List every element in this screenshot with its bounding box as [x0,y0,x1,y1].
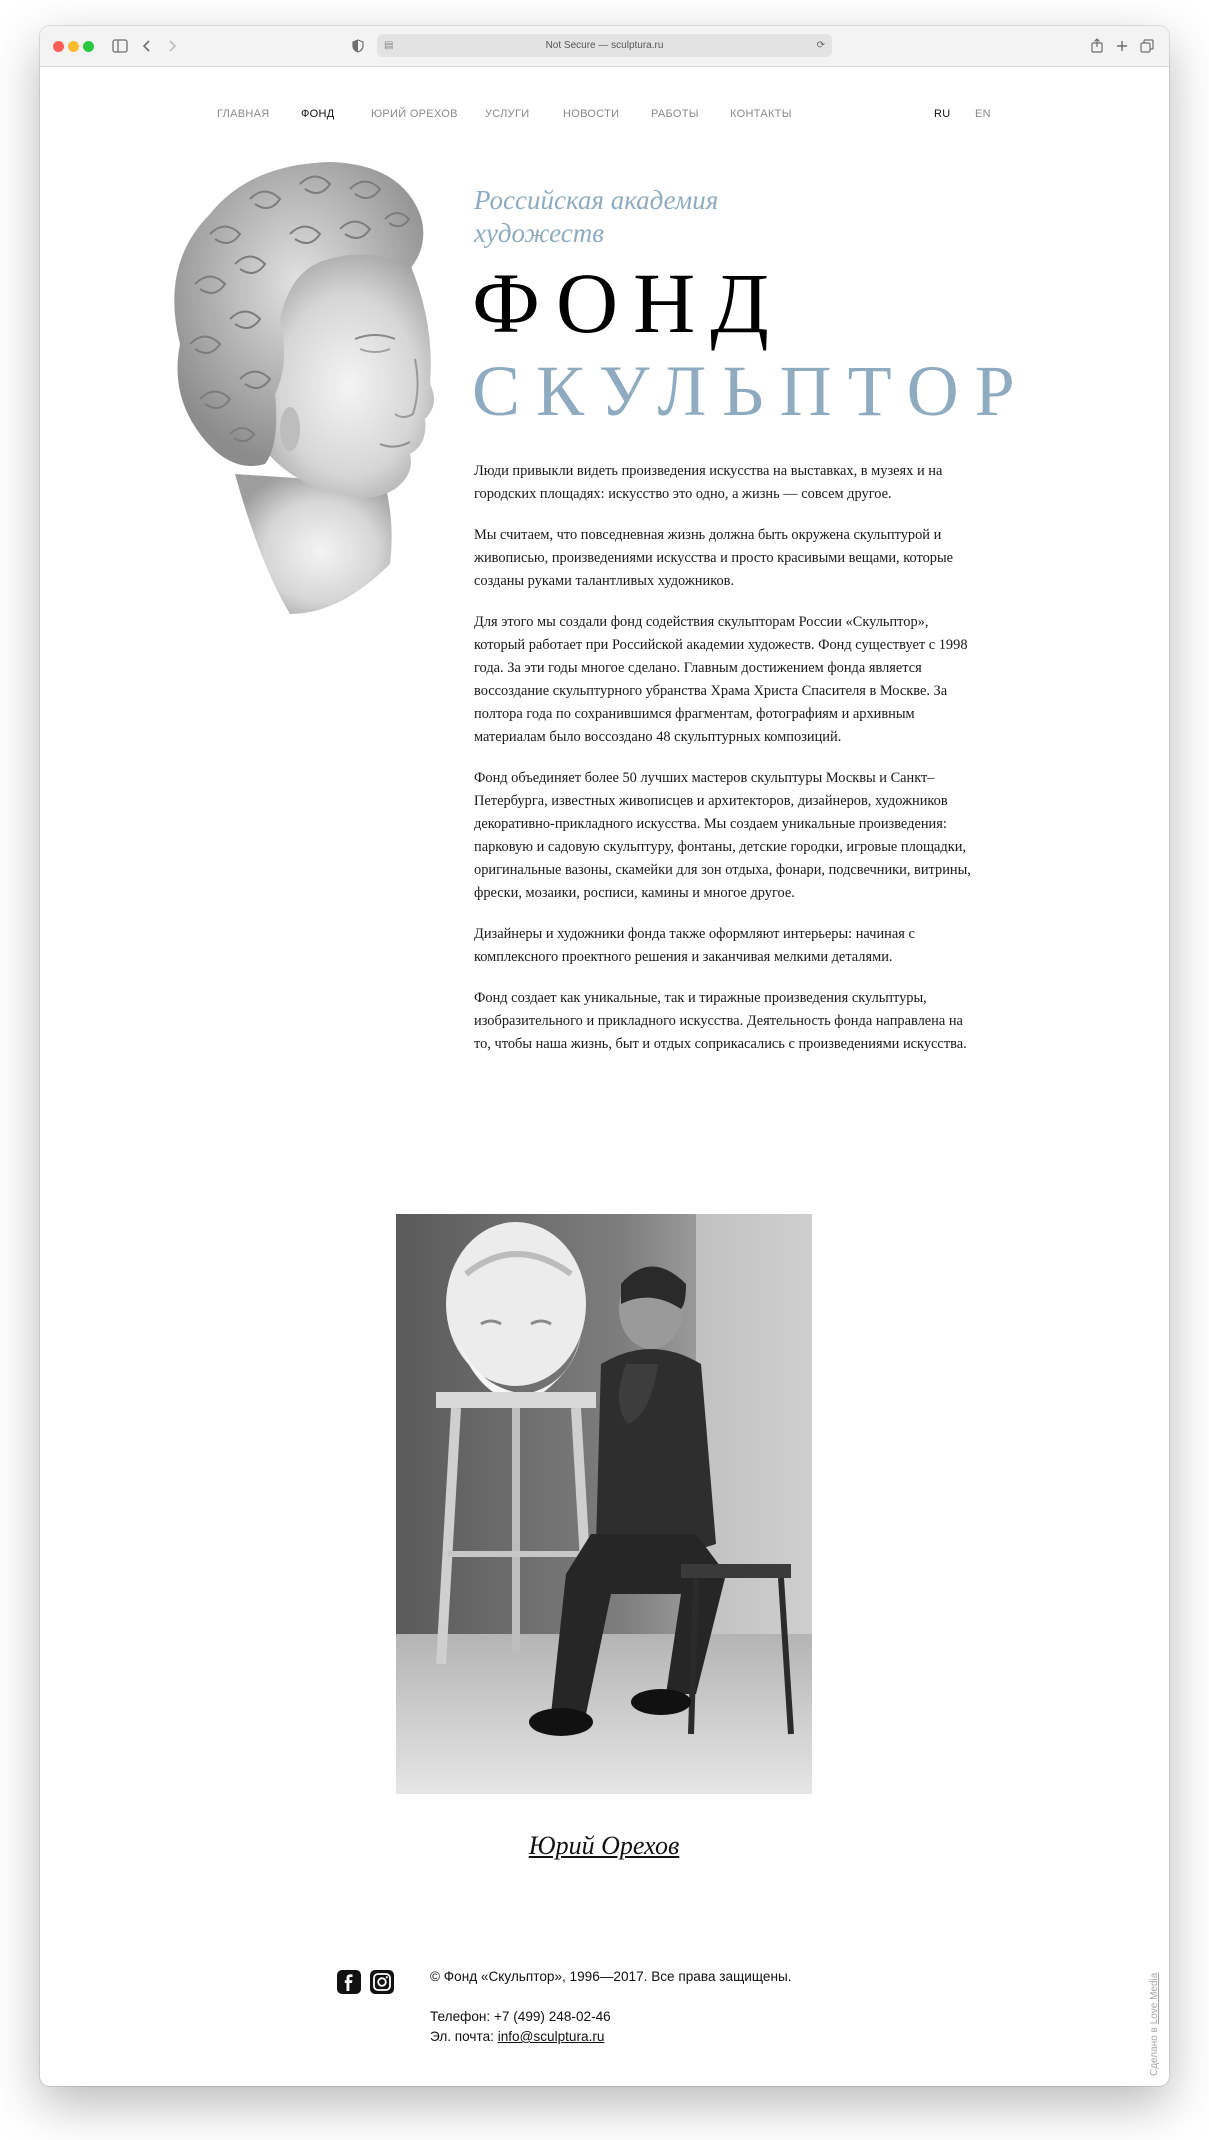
hero-title-line1: ФОНД [472,255,784,351]
nav-item-yuri-orekhov[interactable]: ЮРИЙ ОРЕХОВ [371,108,458,120]
footer-email [430,2029,604,2044]
address-bar[interactable] [377,34,832,57]
about-paragraph: Мы считаем, что повседневная жизнь должна быть окружена скульптурой и живописью, произведениями искусства и просто красивыми вещами, которые созданы руками талантливых художников. [474,527,954,589]
about-paragraph: Дизайнеры и художники фонда также оформляют интерьеры: начиная с комплексного проектного решения и заканчивая мелкими деталями. [474,926,915,965]
zoom-window-button[interactable] [83,41,94,52]
lang-en[interactable]: EN [975,108,991,120]
about-paragraph: Для этого мы создали фонд содействия скульпторам России «Скульптор», который работает при Российской академии художеств. Фонд существует с 1998 года. За эти годы многое сделано. Главным достижением фонда является воссоздание скульптурного убранства Храма Христа Спасителя в Москве. За полтора года по сохранившимся фрагментам, фотографиям и архивным материалам было воссоздано 48 скульптурных композиций. [474,614,968,745]
close-window-button[interactable] [53,41,64,52]
nav-item-fund[interactable]: ФОНД [301,108,335,120]
about-text [474,460,980,1074]
new-tab-icon[interactable] [1112,36,1132,56]
founder-photo [396,1214,812,1794]
nav-item-news[interactable]: НОВОСТИ [563,108,620,120]
hero-subtitle [474,184,774,250]
about-paragraph: Фонд объединяет более 50 лучших мастеров скульптуры Москвы и Санкт–Петербурга, известных живописцев и архитекторов, дизайнеров, художников декоративно-прикладного искусства. Мы создаем уникальные произведения: парковую и садовую скульптуру, фонтаны, детские городки, игровые площадки, оригинальные вазоны, скамейки для зон отдыха, фонари, подсвечники, витрины, фрески, мозаики, росписи, камины и многое другое. [474,770,971,901]
address-text: Not Secure — sculptura.ru [545,40,664,51]
credit-prefix: Сделано в [1149,2027,1160,2076]
hero-subtitle-line2: художеств [474,218,604,248]
footer-email-label: Эл. почта: [430,2029,494,2044]
browser-window [40,26,1169,2086]
made-by-credit [1149,1973,1160,2076]
main-nav [40,108,1169,124]
nav-item-services[interactable]: УСЛУГИ [485,108,530,120]
footer-email-link[interactable]: info@sculptura.ru [497,2029,605,2044]
instagram-icon[interactable] [370,1970,394,1994]
share-icon[interactable] [1087,36,1107,56]
page-icon: ▤ [384,40,394,51]
facebook-icon[interactable] [337,1970,361,1994]
back-icon[interactable] [137,36,157,56]
minimize-window-button[interactable] [68,41,79,52]
hero-subtitle-line1: Российская академия [474,185,719,215]
privacy-shield-icon[interactable] [348,36,368,56]
sculpture-bust-image [140,144,460,624]
footer-phone-label: Телефон: [430,2009,491,2024]
about-paragraph: Фонд создает как уникальные, так и тиражные произведения скульптуры, изобразительного и прикладного искусства. Деятельность фонда направлена на то, чтобы наша жизнь, быт и отдых соприкасались с произведениями искусства. [474,990,967,1052]
footer-copyright: © Фонд «Скульптор», 1996—2017. Все права защищены. [430,1969,792,1984]
nav-item-home[interactable]: ГЛАВНАЯ [217,108,270,120]
browser-toolbar [40,26,1169,67]
footer-phone-number[interactable]: +7 (499) 248-02-46 [493,2009,611,2024]
credit-link[interactable]: Love Media [1149,1972,1160,2025]
footer-phone [430,2009,611,2024]
forward-icon[interactable] [162,36,182,56]
photo-caption-link[interactable]: Юрий Орехов [528,1831,680,1860]
nav-item-works[interactable]: РАБОТЫ [651,108,699,120]
tab-overview-icon[interactable] [1137,36,1157,56]
sidebar-icon[interactable] [110,36,130,56]
nav-item-contacts[interactable]: КОНТАКТЫ [730,108,792,120]
hero-title-line2: СКУЛЬПТОР [472,351,1031,431]
about-paragraph: Люди привыкли видеть произведения искусства на выставках, в музеях и на городских площадях: искусство это одно, а жизнь — совсем другое. [474,463,943,502]
translate-reload-icon[interactable]: ⟳ [816,40,825,51]
lang-ru[interactable]: RU [934,108,951,120]
